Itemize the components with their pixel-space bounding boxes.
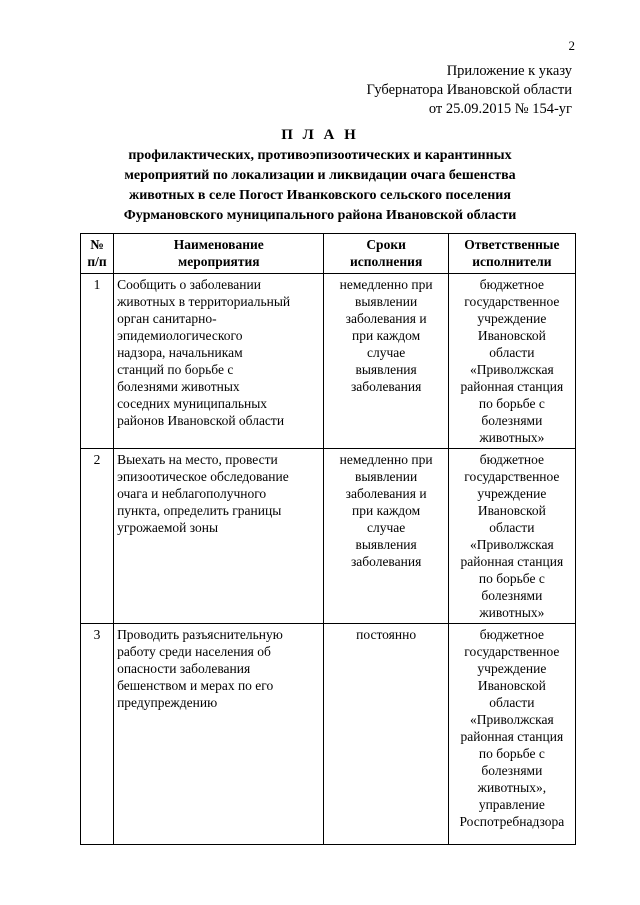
- cell-line: животных»: [479, 430, 545, 445]
- header-text: Ответственные: [464, 237, 560, 252]
- page-number: 2: [568, 38, 575, 53]
- cell-line: орган санитарно-: [117, 311, 217, 326]
- annex-line: Губернатора Ивановской области: [366, 82, 572, 98]
- cell-line: выявления: [355, 537, 417, 552]
- row-action: [114, 624, 324, 845]
- cell-line: «Приволжская: [470, 362, 554, 377]
- row-action: [114, 449, 324, 624]
- plan-table: [80, 233, 576, 845]
- header-text: Сроки: [366, 237, 406, 252]
- cell-line: Сообщить о заболевании: [117, 277, 261, 292]
- cell-line: работу среди населения об: [117, 644, 271, 659]
- plan-subtitle-line: мероприятий по локализации и ликвидации очага бешенства: [124, 168, 516, 183]
- row-responsible: [448, 624, 575, 845]
- cell-line: бюджетное: [479, 627, 545, 642]
- cell-line: Ивановской: [477, 678, 546, 693]
- row-responsible: [448, 274, 575, 449]
- cell-line: области: [489, 345, 535, 360]
- cell-line: бешенством и мерах по его: [117, 678, 274, 693]
- cell-line: болезнями: [481, 413, 543, 428]
- header-text: исполнения: [349, 254, 423, 269]
- row-number: 1: [81, 274, 114, 449]
- cell-line: Роспотребнадзора: [459, 814, 565, 829]
- header-action: [114, 234, 324, 274]
- cell-line: Выехать на место, провести: [117, 452, 278, 467]
- cell-line: выявлении: [354, 294, 418, 309]
- cell-line: эпидемиологического: [117, 328, 243, 343]
- cell-line: станций по борьбе с: [117, 362, 234, 377]
- row-responsible: [448, 449, 575, 624]
- cell-line: по борьбе с: [478, 396, 545, 411]
- cell-line: заболевания: [350, 379, 422, 394]
- cell-line: пункта, определить границы: [117, 503, 282, 518]
- cell-line: районная станция: [460, 379, 564, 394]
- row-number: 3: [81, 624, 114, 845]
- cell-line: угрожаемой зоны: [117, 520, 219, 535]
- plan-subtitle-line: животных в селе Погост Иванковского сельского поселения: [129, 188, 511, 203]
- table-row: [81, 274, 576, 449]
- header-text: №: [90, 237, 104, 252]
- cell-line: животных»: [479, 605, 545, 620]
- cell-line: управление: [478, 797, 545, 812]
- cell-line: государственное: [464, 644, 560, 659]
- cell-line: Проводить разъяснительную: [117, 627, 283, 642]
- header-text: мероприятия: [178, 254, 260, 269]
- row-deadline: [324, 624, 448, 845]
- cell-line: заболевания: [350, 554, 422, 569]
- row-deadline: [324, 274, 448, 449]
- cell-line: Ивановской: [477, 503, 546, 518]
- cell-line: по борьбе с: [478, 571, 545, 586]
- cell-line: районов Ивановской области: [117, 413, 285, 428]
- cell-line: болезнями: [481, 588, 543, 603]
- cell-line: немедленно при: [339, 277, 433, 292]
- annex-line: Приложение к указу: [446, 63, 572, 79]
- header-responsible: [448, 234, 575, 274]
- cell-line: «Приволжская: [470, 712, 554, 727]
- cell-line: учреждение: [477, 486, 547, 501]
- cell-line: заболевания и: [345, 311, 427, 326]
- cell-line: при каждом: [352, 328, 421, 343]
- table-row: [81, 624, 576, 845]
- cell-line: опасности заболевания: [117, 661, 251, 676]
- cell-line: постоянно: [356, 627, 417, 642]
- header-text: исполнители: [472, 254, 552, 269]
- row-deadline: [324, 449, 448, 624]
- annex-header: [367, 62, 572, 119]
- header-text: Наименование: [173, 237, 264, 252]
- cell-line: бюджетное: [479, 452, 545, 467]
- cell-line: животных в территориальный: [117, 294, 291, 309]
- cell-line: очага и неблагополучного: [117, 486, 267, 501]
- cell-line: районная станция: [460, 554, 564, 569]
- cell-line: случае: [366, 520, 406, 535]
- annex-line: от 25.09.2015 № 154-уг: [428, 101, 572, 117]
- cell-line: надзора, начальникам: [117, 345, 243, 360]
- cell-line: по борьбе с: [478, 746, 545, 761]
- cell-line: государственное: [464, 469, 560, 484]
- row-number: 2: [81, 449, 114, 624]
- cell-line: «Приволжская: [470, 537, 554, 552]
- cell-line: животных»,: [477, 780, 547, 795]
- cell-line: болезнями: [481, 763, 543, 778]
- cell-line: области: [489, 520, 535, 535]
- plan-subtitle-line: профилактических, противоэпизоотических и карантинных: [128, 148, 512, 163]
- cell-line: немедленно при: [339, 452, 433, 467]
- cell-line: при каждом: [352, 503, 421, 518]
- row-action: [114, 274, 324, 449]
- cell-line: районная станция: [460, 729, 564, 744]
- cell-line: случае: [366, 345, 406, 360]
- cell-line: учреждение: [477, 661, 547, 676]
- cell-line: Ивановской: [477, 328, 546, 343]
- table-row: [81, 449, 576, 624]
- plan-subtitle: [0, 146, 640, 226]
- cell-line: предупреждению: [117, 695, 218, 710]
- cell-line: выявлении: [354, 469, 418, 484]
- cell-line: бюджетное: [479, 277, 545, 292]
- cell-line: области: [489, 695, 535, 710]
- cell-line: выявления: [355, 362, 417, 377]
- cell-line: эпизоотическое обследование: [117, 469, 289, 484]
- header-text: п/п: [87, 254, 107, 269]
- header-number: [81, 234, 114, 274]
- cell-line: учреждение: [477, 311, 547, 326]
- plan-subtitle-line: Фурмановского муниципального района Ивановской области: [123, 208, 517, 223]
- cell-line: соседних муниципальных: [117, 396, 268, 411]
- plan-title: П Л А Н: [281, 127, 359, 143]
- table-header-row: [81, 234, 576, 274]
- cell-line: болезнями животных: [117, 379, 240, 394]
- cell-line: заболевания и: [345, 486, 427, 501]
- cell-line: государственное: [464, 294, 560, 309]
- header-deadline: [324, 234, 448, 274]
